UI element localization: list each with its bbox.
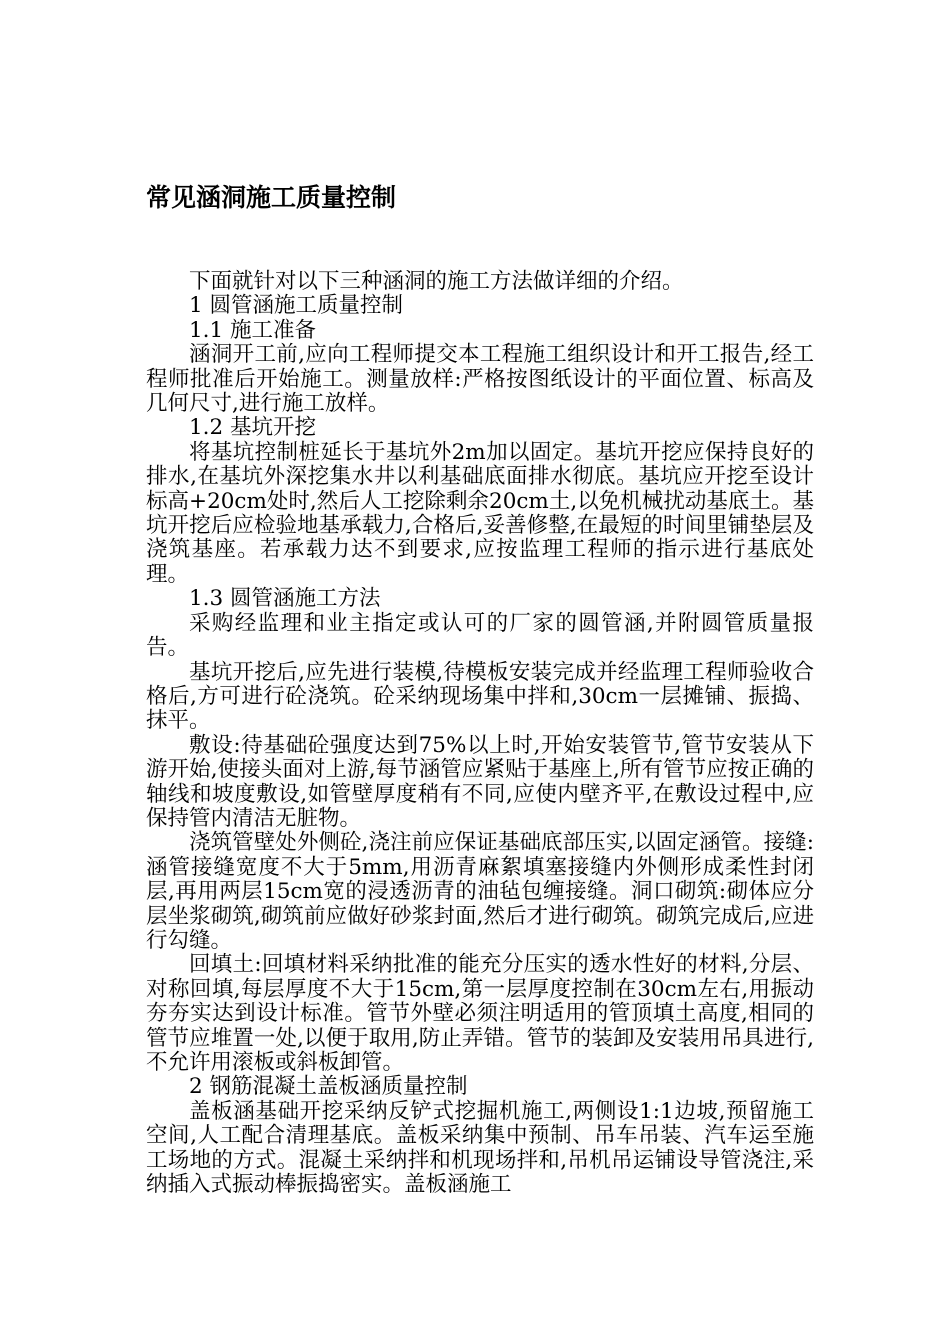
paragraph-intro: 下面就针对以下三种涵洞的施工方法做详细的介绍。 <box>189 269 684 294</box>
paragraph-backfill: 回填土:回填材料采纳批准的能充分压实的透水性好的材料,分层、对称回填,每层厚度不大于15cm,第一层厚度控制在30cm左右,用振动夯夯实达到设计标准。管节外壁必须注明适用的管顶填土高度,相同的管节应堆置一处,以便于取用,防止弄错。管节的装卸及安装用吊具进行,不允许用滚板或斜板卸管。 <box>146 952 814 1075</box>
paragraph-formwork: 基坑开挖后,应先进行装模,待模板安装完成并经监理工程师验收合格后,方可进行砼浇筑。砼采纳现场集中拌和,30cm一层摊铺、振捣、抹平。 <box>146 659 814 734</box>
document-body <box>146 270 814 1197</box>
heading-section-2: 2 钢筋混凝土盖板涵质量控制 <box>189 1074 468 1100</box>
heading-section-1-2: 1.2 基坑开挖 <box>189 415 317 441</box>
paragraph-preparation: 涵洞开工前,应向工程师提交本工程施工组织设计和开工报告,经工程师批准后开始施工。测量放样:严格按图纸设计的平面位置、标高及几何尺寸,进行施工放样。 <box>146 342 814 417</box>
paragraph-pouring-joints: 浇筑管壁处外侧砼,浇注前应保证基础底部压实,以固定涵管。接缝:涵管接缝宽度不大于5mm,用沥青麻絮填塞接缝内外侧形成柔性封闭层,再用两层15cm宽的浸透沥青的油毡包缠接缝。洞口砌筑:砌体应分层坐浆砌筑,砌筑前应做好砂浆封面,然后才进行砌筑。砌筑完成后,应进行勾缝。 <box>146 830 814 953</box>
heading-section-1: 1 圆管涵施工质量控制 <box>189 293 404 319</box>
paragraph-slab-culvert: 盖板涵基础开挖采纳反铲式挖掘机施工,两侧设1:1边坡,预留施工空间,人工配合清理基底。盖板采纳集中预制、吊车吊装、汽车运至施工场地的方式。混凝土采纳拌和机现场拌和,吊机吊运铺设导管浇注,采纳插入式振动棒振捣密实。盖板涵施工 <box>146 1098 814 1198</box>
heading-section-1-3: 1.3 圆管涵施工方法 <box>189 586 381 612</box>
document-title: 常见涵洞施工质量控制 <box>146 183 397 212</box>
paragraph-procurement: 采购经监理和业主指定或认可的厂家的圆管涵,并附圆管质量报告。 <box>146 610 814 661</box>
paragraph-laying: 敷设:待基础砼强度达到75%以上时,开始安装管节,管节安装从下游开始,使接头面对上游,每节涵管应紧贴于基座上,所有管节应按正确的轴线和坡度敷设,如管壁厚度稍有不同,应使内壁齐平,在敷设过程中,应保持管内清洁无脏物。 <box>146 732 814 831</box>
heading-section-1-1: 1.1 施工准备 <box>189 317 317 343</box>
paragraph-excavation: 将基坑控制桩延长于基坑外2m加以固定。基坑开挖应保持良好的排水,在基坑外深挖集水井以利基础底面排水彻底。基坑应开挖至设计标高+20cm处时,然后人工挖除剩余20cm土,以免机械扰动基底土。基坑开挖后应检验地基承载力,合格后,妥善修整,在最短的时间里铺垫层及浇筑基座。若承载力达不到要求,应按监理工程师的指示进行基底处理。 <box>146 439 814 587</box>
